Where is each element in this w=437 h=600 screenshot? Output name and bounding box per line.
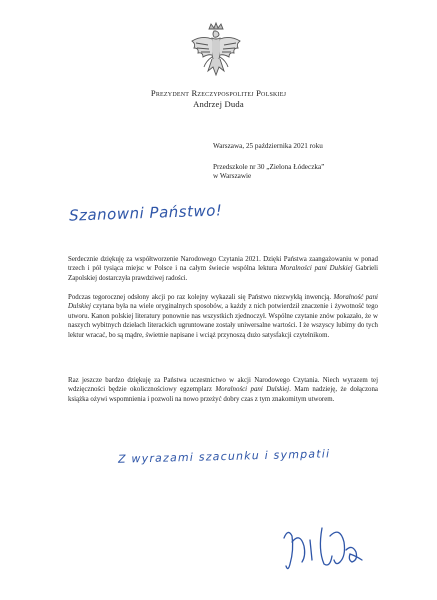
letterhead-name: Andrzej Duda <box>193 99 244 109</box>
handwritten-salutation: Szanowni Państwo! <box>68 201 223 225</box>
letterhead-title: Prezydent Rzeczypospolitej Polskiej <box>150 88 287 98</box>
body-paragraph-1-text: Serdecznie dziękuję za współtworzenie Narodowego Czytania 2021. Dzięki Państwa zaangażowaniu w ponad trzech i pół tysiąca miejsc w Polsce i na całym świecie wspólna lektura Moralności pani Dulskiej Gabrieli Zapolskiej dostarczyła prawdziwej radości. <box>68 256 378 282</box>
eagle-emblem-icon <box>188 21 244 85</box>
body-paragraph-3-text: Raz jeszcze bardzo dziękuję za Państwa uczestnictwo w akcji Narodowego Czytania. Niech wyrazem tej wdzięczności będzie okolicznościowy egzemplarz Moralności pani Dulskiej. Mam nadzieję, że dołączona książka ożywi wspomnienia i pozwoli na nowo przeżyć dobry czas z tym znakomitym utworem. <box>68 377 378 403</box>
recipient-line-2: w Warszawie <box>213 172 252 180</box>
handwritten-signature-icon <box>278 520 368 575</box>
body-paragraph-2 <box>68 293 378 340</box>
handwritten-closing: Z wyrazami szacunku i sympatii <box>117 447 331 466</box>
body-paragraph-1 <box>68 255 378 283</box>
dateline: Warszawa, 25 października 2021 roku <box>213 142 323 150</box>
recipient-line-1: Przedszkole nr 30 „Zielona Łódeczka” <box>213 163 325 171</box>
body-paragraph-2-text: Podczas tegorocznej odsłony akcji po raz kolejny wykazali się Państwo niezwykłą inwencją. Moralność pani Dulskiej czytana była na wiele oryginalnych sposobów, a każdy z nich potwierdził znaczenie i żywotność tego utworu. Kanon polskiej literatury ponownie nas wszystkich zjednoczył. Wspólne czytanie znów pokazało, że w naszych wybitnych dziełach literackich ugruntowane zostały uniwersalne wartości. I że wszyscy lubimy do tych lektur wracać, bo są mądre, świetnie napisane i wciąż przynoszą dużo satysfakcji czytelnikom. <box>68 294 378 339</box>
body-paragraph-3 <box>68 376 378 404</box>
